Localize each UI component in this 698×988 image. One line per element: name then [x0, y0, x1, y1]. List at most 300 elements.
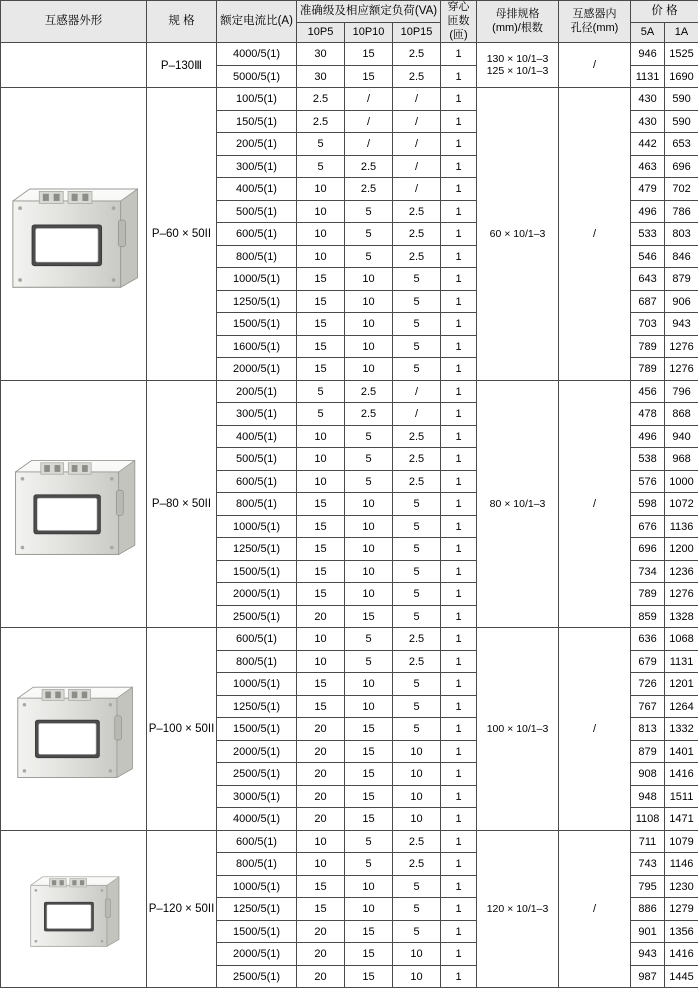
- cell-turns: 1: [441, 403, 477, 426]
- cell-price-1a: 1511: [665, 785, 698, 808]
- cell-10p10: 15: [345, 65, 393, 88]
- cell-ratio: 300/5(1): [217, 403, 297, 426]
- cell-price-5a: 813: [631, 718, 665, 741]
- cell-price-5a: 726: [631, 673, 665, 696]
- cell-10p15: 10: [393, 808, 441, 831]
- cell-turns: 1: [441, 380, 477, 403]
- cell-10p15: 2.5: [393, 853, 441, 876]
- cell-ratio: 2000/5(1): [217, 358, 297, 381]
- cell-price-1a: 1136: [665, 515, 698, 538]
- cell-price-5a: 946: [631, 43, 665, 66]
- cell-10p15: /: [393, 133, 441, 156]
- cell-turns: 1: [441, 470, 477, 493]
- cell-10p5: 10: [297, 245, 345, 268]
- cell-ratio: 1000/5(1): [217, 268, 297, 291]
- cell-10p5: 10: [297, 853, 345, 876]
- cell-ratio: 800/5(1): [217, 245, 297, 268]
- cell-10p5: 15: [297, 538, 345, 561]
- cell-ratio: 200/5(1): [217, 133, 297, 156]
- cell-price-5a: 908: [631, 763, 665, 786]
- cell-ratio: 300/5(1): [217, 155, 297, 178]
- cell-10p15: 10: [393, 763, 441, 786]
- cell-turns: 1: [441, 650, 477, 673]
- cell-ratio: 1500/5(1): [217, 560, 297, 583]
- cell-price-1a: 1146: [665, 853, 698, 876]
- cell-10p10: 5: [345, 853, 393, 876]
- table-header: [1, 1, 698, 43]
- header-bus-line2: (mm)/根数: [477, 22, 558, 36]
- cell-10p10: 10: [345, 290, 393, 313]
- cell-price-1a: 940: [665, 425, 698, 448]
- table-row: [1, 88, 698, 111]
- table-row: [1, 830, 698, 853]
- header-price-group: 价 格: [631, 1, 698, 23]
- cell-10p5: 5: [297, 155, 345, 178]
- cell-10p15: 2.5: [393, 650, 441, 673]
- cell-bus: [477, 88, 559, 381]
- cell-ratio: 150/5(1): [217, 110, 297, 133]
- cell-price-5a: 643: [631, 268, 665, 291]
- cell-10p15: /: [393, 380, 441, 403]
- cell-ratio: 4000/5(1): [217, 43, 297, 66]
- cell-10p10: 5: [345, 200, 393, 223]
- cell-10p5: 15: [297, 358, 345, 381]
- bus-line: 60 × 10/1–3: [477, 228, 558, 240]
- cell-10p5: 15: [297, 515, 345, 538]
- header-turns: [441, 1, 477, 43]
- cell-turns: 1: [441, 943, 477, 966]
- cell-ratio: 800/5(1): [217, 493, 297, 516]
- cell-ratio: 1250/5(1): [217, 898, 297, 921]
- cell-price-1a: 1230: [665, 875, 698, 898]
- cell-10p10: 5: [345, 448, 393, 471]
- cell-turns: 1: [441, 538, 477, 561]
- cell-10p15: 5: [393, 335, 441, 358]
- cell-price-5a: 456: [631, 380, 665, 403]
- cell-price-5a: 676: [631, 515, 665, 538]
- cell-10p10: 5: [345, 245, 393, 268]
- ct-photo-cell-1: [1, 88, 147, 381]
- cell-ratio: 5000/5(1): [217, 65, 297, 88]
- cell-turns: 1: [441, 448, 477, 471]
- cell-price-1a: 1279: [665, 898, 698, 921]
- cell-10p5: 2.5: [297, 110, 345, 133]
- cell-bus: [477, 830, 559, 988]
- cell-10p5: 15: [297, 493, 345, 516]
- cell-ratio: 1000/5(1): [217, 515, 297, 538]
- spec-label: P–80 × 50II: [147, 380, 217, 628]
- cell-price-1a: 1072: [665, 493, 698, 516]
- cell-price-5a: 679: [631, 650, 665, 673]
- cell-price-5a: 496: [631, 200, 665, 223]
- cell-10p5: 20: [297, 605, 345, 628]
- cell-10p15: 2.5: [393, 223, 441, 246]
- header-price-5a: 5A: [631, 22, 665, 43]
- cell-price-5a: 734: [631, 560, 665, 583]
- cell-turns: 1: [441, 313, 477, 336]
- cell-10p10: 15: [345, 965, 393, 988]
- cell-10p15: /: [393, 110, 441, 133]
- cell-price-5a: 479: [631, 178, 665, 201]
- cell-price-5a: 442: [631, 133, 665, 156]
- cell-price-5a: 879: [631, 740, 665, 763]
- cell-10p15: 5: [393, 538, 441, 561]
- cell-ratio: 600/5(1): [217, 223, 297, 246]
- cell-price-1a: 590: [665, 88, 698, 111]
- cell-ratio: 800/5(1): [217, 853, 297, 876]
- cell-10p5: 20: [297, 763, 345, 786]
- cell-10p15: 5: [393, 605, 441, 628]
- spec-label: P–100 × 50II: [147, 628, 217, 831]
- ct-illustration: [24, 868, 124, 950]
- cell-price-1a: 1131: [665, 650, 698, 673]
- cell-10p5: 10: [297, 650, 345, 673]
- ct-photo-2: [1, 449, 146, 559]
- cell-turns: 1: [441, 673, 477, 696]
- cell-price-1a: 1000: [665, 470, 698, 493]
- cell-ratio: 1000/5(1): [217, 875, 297, 898]
- header-hole-line1: 互感器内: [559, 8, 630, 22]
- cell-10p15: 2.5: [393, 200, 441, 223]
- cell-10p5: 10: [297, 830, 345, 853]
- cell-10p15: 10: [393, 965, 441, 988]
- header-10p15: 10P15: [393, 22, 441, 43]
- cell-ratio: 3000/5(1): [217, 785, 297, 808]
- cell-10p10: 5: [345, 223, 393, 246]
- cell-price-1a: 879: [665, 268, 698, 291]
- cell-ratio: 1500/5(1): [217, 920, 297, 943]
- cell-10p10: 10: [345, 560, 393, 583]
- cell-price-1a: 653: [665, 133, 698, 156]
- cell-10p10: 2.5: [345, 178, 393, 201]
- cell-price-5a: 703: [631, 313, 665, 336]
- cell-turns: 1: [441, 808, 477, 831]
- cell-ratio: 600/5(1): [217, 470, 297, 493]
- cell-ratio: 1500/5(1): [217, 718, 297, 741]
- cell-turns: 1: [441, 763, 477, 786]
- cell-10p15: 2.5: [393, 425, 441, 448]
- header-price-1a: 1A: [665, 22, 698, 43]
- header-10p10: 10P10: [345, 22, 393, 43]
- cell-turns: 1: [441, 43, 477, 66]
- cell-10p5: 15: [297, 898, 345, 921]
- cell-price-1a: 590: [665, 110, 698, 133]
- cell-turns: 1: [441, 560, 477, 583]
- ct-photo-cell-0: [1, 43, 147, 88]
- cell-10p15: 5: [393, 583, 441, 606]
- cell-price-5a: 598: [631, 493, 665, 516]
- cell-10p5: 20: [297, 943, 345, 966]
- cell-ratio: 1250/5(1): [217, 695, 297, 718]
- cell-10p5: 5: [297, 133, 345, 156]
- cell-turns: 1: [441, 88, 477, 111]
- cell-10p10: /: [345, 133, 393, 156]
- cell-10p15: 5: [393, 493, 441, 516]
- cell-10p15: 5: [393, 358, 441, 381]
- cell-10p5: 10: [297, 200, 345, 223]
- cell-price-1a: 1236: [665, 560, 698, 583]
- ct-photo-3: [1, 676, 146, 782]
- cell-price-1a: 1445: [665, 965, 698, 988]
- cell-10p10: /: [345, 110, 393, 133]
- cell-price-1a: 1200: [665, 538, 698, 561]
- cell-ratio: 500/5(1): [217, 200, 297, 223]
- header-spec: 规 格: [147, 1, 217, 43]
- cell-10p15: 2.5: [393, 43, 441, 66]
- cell-10p5: 10: [297, 470, 345, 493]
- cell-10p10: 2.5: [345, 403, 393, 426]
- cell-10p5: 20: [297, 808, 345, 831]
- cell-10p5: 10: [297, 448, 345, 471]
- cell-10p10: 15: [345, 785, 393, 808]
- cell-price-5a: 687: [631, 290, 665, 313]
- cell-10p5: 20: [297, 718, 345, 741]
- cell-10p10: 10: [345, 695, 393, 718]
- ct-illustration: [6, 449, 142, 559]
- cell-price-5a: 696: [631, 538, 665, 561]
- cell-price-1a: 702: [665, 178, 698, 201]
- cell-price-5a: 533: [631, 223, 665, 246]
- cell-turns: 1: [441, 875, 477, 898]
- cell-price-1a: 1276: [665, 335, 698, 358]
- cell-price-1a: 1525: [665, 43, 698, 66]
- cell-10p15: 5: [393, 313, 441, 336]
- cell-price-1a: 906: [665, 290, 698, 313]
- cell-10p15: 2.5: [393, 830, 441, 853]
- cell-turns: 1: [441, 425, 477, 448]
- cell-turns: 1: [441, 223, 477, 246]
- cell-10p10: 15: [345, 763, 393, 786]
- cell-turns: 1: [441, 920, 477, 943]
- cell-hole: /: [559, 830, 631, 988]
- cell-10p5: 2.5: [297, 88, 345, 111]
- cell-price-1a: 1690: [665, 65, 698, 88]
- cell-bus: [477, 43, 559, 88]
- cell-price-5a: 987: [631, 965, 665, 988]
- cell-10p10: 10: [345, 515, 393, 538]
- cell-10p10: 10: [345, 335, 393, 358]
- cell-10p5: 20: [297, 785, 345, 808]
- spec-label: P–60 × 50II: [147, 88, 217, 381]
- cell-price-1a: 1328: [665, 605, 698, 628]
- cell-10p15: /: [393, 155, 441, 178]
- table-row: [1, 380, 698, 403]
- cell-10p10: 15: [345, 943, 393, 966]
- cell-price-5a: 859: [631, 605, 665, 628]
- cell-turns: 1: [441, 740, 477, 763]
- cell-10p15: 5: [393, 718, 441, 741]
- cell-turns: 1: [441, 65, 477, 88]
- header-ratio: 额定电流比(A): [217, 1, 297, 43]
- cell-price-1a: 1332: [665, 718, 698, 741]
- cell-price-5a: 948: [631, 785, 665, 808]
- cell-ratio: 2500/5(1): [217, 763, 297, 786]
- cell-ratio: 2000/5(1): [217, 740, 297, 763]
- cell-10p5: 10: [297, 178, 345, 201]
- cell-10p15: 10: [393, 740, 441, 763]
- cell-turns: 1: [441, 200, 477, 223]
- cell-10p10: 5: [345, 628, 393, 651]
- cell-10p10: 10: [345, 583, 393, 606]
- header-bus-line1: 母排规格: [477, 8, 558, 22]
- cell-price-1a: 786: [665, 200, 698, 223]
- bus-line: 120 × 10/1–3: [477, 903, 558, 915]
- cell-turns: 1: [441, 965, 477, 988]
- header-10p5: 10P5: [297, 22, 345, 43]
- cell-price-1a: 803: [665, 223, 698, 246]
- cell-ratio: 500/5(1): [217, 448, 297, 471]
- cell-price-5a: 576: [631, 470, 665, 493]
- cell-price-5a: 789: [631, 358, 665, 381]
- cell-turns: 1: [441, 695, 477, 718]
- cell-10p5: 15: [297, 695, 345, 718]
- cell-price-1a: 1276: [665, 583, 698, 606]
- bus-line: 125 × 10/1–3: [477, 65, 558, 77]
- cell-ratio: 1250/5(1): [217, 538, 297, 561]
- cell-turns: 1: [441, 898, 477, 921]
- cell-hole: /: [559, 43, 631, 88]
- header-hole-line2: 孔径(mm): [559, 22, 630, 36]
- cell-10p10: 10: [345, 268, 393, 291]
- cell-price-5a: 789: [631, 335, 665, 358]
- cell-10p5: 20: [297, 740, 345, 763]
- cell-turns: 1: [441, 583, 477, 606]
- cell-price-5a: 795: [631, 875, 665, 898]
- header-turns-line1: 穿心: [441, 1, 476, 15]
- cell-ratio: 600/5(1): [217, 628, 297, 651]
- cell-10p5: 15: [297, 268, 345, 291]
- cell-turns: 1: [441, 290, 477, 313]
- cell-turns: 1: [441, 178, 477, 201]
- cell-10p5: 15: [297, 583, 345, 606]
- cell-ratio: 100/5(1): [217, 88, 297, 111]
- cell-turns: 1: [441, 515, 477, 538]
- cell-10p15: 5: [393, 898, 441, 921]
- cell-price-1a: 1276: [665, 358, 698, 381]
- cell-10p10: 10: [345, 898, 393, 921]
- cell-turns: 1: [441, 853, 477, 876]
- spec-label: P–120 × 50II: [147, 830, 217, 988]
- cell-price-5a: 789: [631, 583, 665, 606]
- cell-10p15: 5: [393, 695, 441, 718]
- cell-10p5: 20: [297, 965, 345, 988]
- cell-turns: 1: [441, 830, 477, 853]
- cell-price-1a: 1401: [665, 740, 698, 763]
- cell-price-1a: 943: [665, 313, 698, 336]
- cell-ratio: 600/5(1): [217, 830, 297, 853]
- cell-10p15: 5: [393, 875, 441, 898]
- cell-10p15: /: [393, 403, 441, 426]
- cell-10p10: 10: [345, 673, 393, 696]
- cell-10p10: 15: [345, 605, 393, 628]
- cell-ratio: 4000/5(1): [217, 808, 297, 831]
- cell-hole: /: [559, 380, 631, 628]
- cell-price-5a: 546: [631, 245, 665, 268]
- cell-ratio: 2000/5(1): [217, 943, 297, 966]
- cell-price-5a: 943: [631, 943, 665, 966]
- cell-turns: 1: [441, 358, 477, 381]
- cell-10p10: 5: [345, 830, 393, 853]
- cell-10p15: /: [393, 88, 441, 111]
- cell-turns: 1: [441, 245, 477, 268]
- cell-10p5: 15: [297, 335, 345, 358]
- cell-ratio: 200/5(1): [217, 380, 297, 403]
- cell-price-5a: 636: [631, 628, 665, 651]
- ct-illustration: [3, 177, 145, 292]
- cell-price-5a: 478: [631, 403, 665, 426]
- cell-price-1a: 1356: [665, 920, 698, 943]
- cell-price-1a: 868: [665, 403, 698, 426]
- cell-price-1a: 846: [665, 245, 698, 268]
- cell-10p15: 10: [393, 943, 441, 966]
- cell-10p15: 2.5: [393, 65, 441, 88]
- cell-price-1a: 1264: [665, 695, 698, 718]
- ct-photo-cell-4: [1, 830, 147, 988]
- cell-price-5a: 430: [631, 110, 665, 133]
- cell-10p15: 5: [393, 673, 441, 696]
- cell-ratio: 1000/5(1): [217, 673, 297, 696]
- cell-price-5a: 886: [631, 898, 665, 921]
- cell-10p10: 10: [345, 358, 393, 381]
- bus-line: 130 × 10/1–3: [477, 53, 558, 65]
- cell-bus: [477, 628, 559, 831]
- cell-10p15: 5: [393, 290, 441, 313]
- header-shape: 互感器外形: [1, 1, 147, 43]
- cell-10p5: 15: [297, 875, 345, 898]
- cell-10p15: 2.5: [393, 448, 441, 471]
- cell-price-1a: 1201: [665, 673, 698, 696]
- cell-price-5a: 1131: [631, 65, 665, 88]
- cell-10p5: 30: [297, 65, 345, 88]
- cell-10p10: 5: [345, 470, 393, 493]
- cell-turns: 1: [441, 605, 477, 628]
- cell-price-5a: 1108: [631, 808, 665, 831]
- cell-turns: 1: [441, 785, 477, 808]
- cell-price-1a: 1416: [665, 763, 698, 786]
- ct-photo-4: [1, 868, 146, 950]
- header-turns-line2: 匝数: [441, 15, 476, 29]
- cell-ratio: 1500/5(1): [217, 313, 297, 336]
- cell-price-1a: 696: [665, 155, 698, 178]
- bus-line: 80 × 10/1–3: [477, 498, 558, 510]
- cell-10p10: 15: [345, 718, 393, 741]
- cell-turns: 1: [441, 268, 477, 291]
- cell-10p10: 15: [345, 808, 393, 831]
- cell-price-1a: 968: [665, 448, 698, 471]
- cell-turns: 1: [441, 335, 477, 358]
- table-row: [1, 628, 698, 651]
- cell-10p15: 2.5: [393, 628, 441, 651]
- cell-10p10: 15: [345, 43, 393, 66]
- bus-line: 100 × 10/1–3: [477, 723, 558, 735]
- cell-10p10: 10: [345, 538, 393, 561]
- cell-price-5a: 743: [631, 853, 665, 876]
- cell-price-5a: 463: [631, 155, 665, 178]
- cell-ratio: 800/5(1): [217, 650, 297, 673]
- cell-10p10: 15: [345, 920, 393, 943]
- cell-10p5: 15: [297, 560, 345, 583]
- cell-10p10: 10: [345, 493, 393, 516]
- header-accuracy-group: 准确级及相应额定负荷(VA): [297, 1, 441, 23]
- cell-10p15: 5: [393, 920, 441, 943]
- cell-10p5: 10: [297, 628, 345, 651]
- cell-price-5a: 496: [631, 425, 665, 448]
- cell-10p10: /: [345, 88, 393, 111]
- spec-label: P–130Ⅲ: [147, 43, 217, 88]
- header-bus: [477, 1, 559, 43]
- cell-turns: 1: [441, 110, 477, 133]
- table-row: [1, 43, 698, 66]
